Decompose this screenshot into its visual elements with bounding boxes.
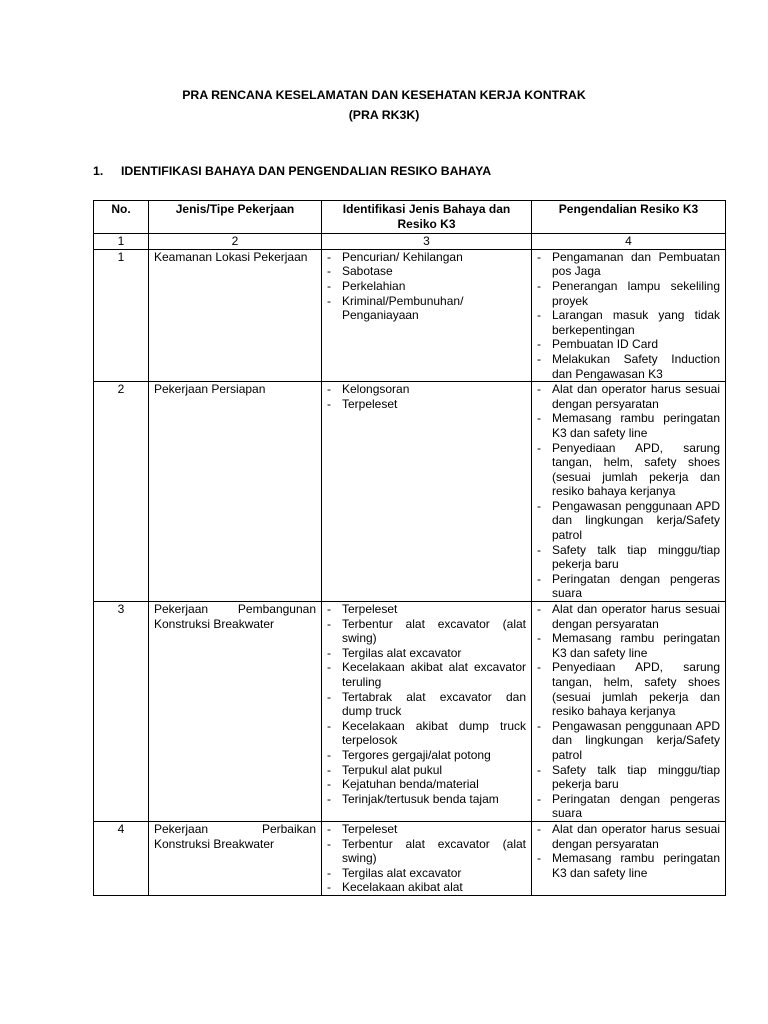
table-row xyxy=(94,249,726,381)
control-item: - Safety talk tiap minggu/tiap pekerja baru xyxy=(537,763,720,792)
control-item: - Alat dan operator harus sesuai dengan persyaratan xyxy=(537,822,720,851)
control-item: - Melakukan Safety Induction dan Pengawasan K3 xyxy=(537,352,720,381)
hazard-item: - Terpeleset xyxy=(327,822,526,837)
job-type-cell xyxy=(149,249,322,381)
hazard-cell xyxy=(322,249,532,381)
job-type-text: Pekerjaan Persiapan xyxy=(154,382,266,397)
hazard-list xyxy=(327,602,526,806)
hazard-item: - Tergilas alat excavator xyxy=(327,646,526,661)
control-cell xyxy=(532,602,726,822)
table-row xyxy=(94,382,726,602)
hazard-item: - Tertabrak alat excavator dan dump truck xyxy=(327,690,526,719)
hazard-item: - Terpeleset xyxy=(327,602,526,617)
column-index: 4 xyxy=(532,234,726,250)
control-item: - Penerangan lampu sekeliling proyek xyxy=(537,279,720,308)
column-index-row xyxy=(94,234,726,250)
job-type-cell xyxy=(149,821,322,895)
job-type-text: Pekerjaan Perbaikan Konstruksi Breakwater xyxy=(154,821,316,851)
job-type-text: Keamanan Lokasi Pekerjaan xyxy=(154,249,308,264)
hazard-item: - Kecelakaan akibat alat excavator teruling xyxy=(327,660,526,689)
column-header-pengendalian: Pengendalian Resiko K3 xyxy=(532,201,726,234)
section-title: IDENTIFIKASI BAHAYA DAN PENGENDALIAN RESIKO BAHAYA xyxy=(121,164,492,178)
row-number: 4 xyxy=(94,821,149,895)
column-header-no: No. xyxy=(94,201,149,234)
control-list xyxy=(537,822,720,880)
section-heading xyxy=(93,164,491,179)
hazard-item: - Kecelakaan akibat dump truck terpelosok xyxy=(327,719,526,748)
section-number: 1. xyxy=(93,164,104,178)
column-index: 1 xyxy=(94,234,149,250)
hazard-item: - Terpeleset xyxy=(327,397,526,412)
table-header-row xyxy=(94,201,726,234)
hazard-cell xyxy=(322,821,532,895)
hazard-item: - Pencurian/ Kehilangan xyxy=(327,250,526,265)
table-row xyxy=(94,821,726,895)
job-type-cell xyxy=(149,602,322,822)
control-item: - Peringatan dengan pengeras suara xyxy=(537,572,720,601)
hazard-list xyxy=(327,822,526,895)
hazard-table xyxy=(93,200,726,896)
column-index: 2 xyxy=(149,234,322,250)
control-list xyxy=(537,602,720,821)
control-list xyxy=(537,250,720,381)
table-row xyxy=(94,602,726,822)
hazard-item: - Terbentur alat excavator (alat swing) xyxy=(327,837,526,866)
hazard-item: - Tergilas alat excavator xyxy=(327,866,526,881)
hazard-item: - Kriminal/Pembunuhan/ Penganiayaan xyxy=(327,294,526,323)
control-item: - Penyediaan APD, sarung tangan, helm, safety shoes (sesuai jumlah pekerja dan resiko bahaya kerjanya xyxy=(537,660,720,718)
hazard-item: - Tergores gergaji/alat potong xyxy=(327,748,526,763)
control-cell xyxy=(532,382,726,602)
hazard-item: - Terinjak/tertusuk benda tajam xyxy=(327,792,526,807)
document-subtitle: (PRA RK3K) xyxy=(348,108,420,122)
column-header-pekerjaan: Jenis/Tipe Pekerjaan xyxy=(149,201,322,234)
control-item: - Larangan masuk yang tidak berkepentingan xyxy=(537,308,720,337)
hazard-item: - Terpukul alat pukul xyxy=(327,763,526,778)
hazard-item: - Kecelakaan akibat alat xyxy=(327,880,526,895)
hazard-cell xyxy=(322,602,532,822)
column-header-bahaya: Identifikasi Jenis Bahaya dan Resiko K3 xyxy=(322,201,532,234)
control-cell xyxy=(532,249,726,381)
job-type-text: Pekerjaan Pembangunan Konstruksi Breakwater xyxy=(154,602,316,631)
control-cell xyxy=(532,821,726,895)
control-item: - Memasang rambu peringatan K3 dan safety line xyxy=(537,631,720,660)
control-item: - Alat dan operator harus sesuai dengan persyaratan xyxy=(537,382,720,411)
hazard-item: - Perkelahian xyxy=(327,279,526,294)
row-number: 1 xyxy=(94,249,149,381)
control-item: - Memasang rambu peringatan K3 dan safety line xyxy=(537,411,720,440)
row-number: 3 xyxy=(94,602,149,822)
control-item: - Pembuatan ID Card xyxy=(537,337,720,352)
row-number: 2 xyxy=(94,382,149,602)
column-index: 3 xyxy=(322,234,532,250)
control-item: - Penyediaan APD, sarung tangan, helm, safety shoes (sesuai jumlah pekerja dan resiko bahaya kerjanya xyxy=(537,441,720,499)
control-item: - Alat dan operator harus sesuai dengan persyaratan xyxy=(537,602,720,631)
control-item: - Peringatan dengan pengeras suara xyxy=(537,792,720,821)
hazard-item: - Sabotase xyxy=(327,264,526,279)
document-title: PRA RENCANA KESELAMATAN DAN KESEHATAN KERJA KONTRAK xyxy=(182,88,586,102)
hazard-list xyxy=(327,250,526,323)
control-item: - Safety talk tiap minggu/tiap pekerja baru xyxy=(537,543,720,572)
hazard-item: - Terbentur alat excavator (alat swing) xyxy=(327,617,526,646)
hazard-list xyxy=(327,382,526,411)
hazard-cell xyxy=(322,382,532,602)
control-item: - Pengamanan dan Pembuatan pos Jaga xyxy=(537,250,720,279)
control-item: - Memasang rambu peringatan K3 dan safety line xyxy=(537,851,720,880)
control-item: - Pengawasan penggunaan APD dan lingkungan kerja/Safety patrol xyxy=(537,719,720,763)
hazard-item: - Kelongsoran xyxy=(327,382,526,397)
hazard-item: - Kejatuhan benda/material xyxy=(327,777,526,792)
control-list xyxy=(537,382,720,601)
control-item: - Pengawasan penggunaan APD dan lingkungan kerja/Safety patrol xyxy=(537,499,720,543)
job-type-cell xyxy=(149,382,322,602)
